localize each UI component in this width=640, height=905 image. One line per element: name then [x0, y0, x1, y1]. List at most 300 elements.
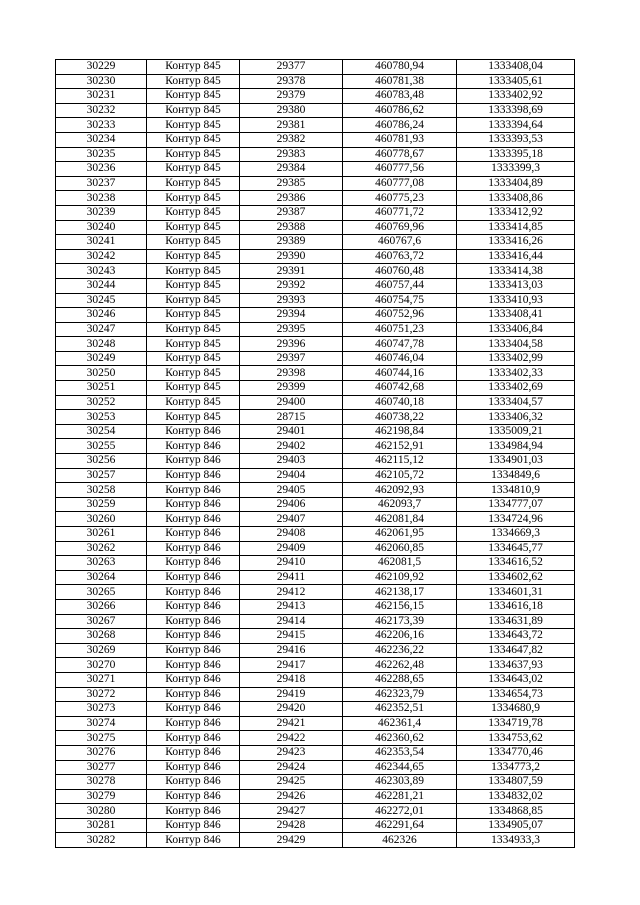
table-row [56, 410, 575, 425]
row-number-cell: 30229 [56, 60, 147, 75]
point-number-cell: 29391 [240, 264, 343, 279]
table-row [56, 775, 575, 790]
point-number-cell: 29382 [240, 132, 343, 147]
row-number-cell: 30264 [56, 570, 147, 585]
contour-name-cell: Контур 846 [147, 833, 240, 848]
table-row [56, 176, 575, 191]
row-number-cell: 30274 [56, 716, 147, 731]
table-row [56, 74, 575, 89]
contour-name-cell: Контур 846 [147, 658, 240, 673]
y-coordinate-cell: 1333398,69 [457, 103, 575, 118]
contour-name-cell: Контур 846 [147, 570, 240, 585]
table-row [56, 731, 575, 746]
y-coordinate-cell: 1334777,07 [457, 497, 575, 512]
row-number-cell: 30234 [56, 132, 147, 147]
y-coordinate-cell: 1333416,26 [457, 235, 575, 250]
row-number-cell: 30260 [56, 512, 147, 527]
row-number-cell: 30249 [56, 351, 147, 366]
contour-name-cell: Контур 846 [147, 745, 240, 760]
table-row [56, 424, 575, 439]
y-coordinate-cell: 1333416,44 [457, 249, 575, 264]
contour-name-cell: Контур 846 [147, 716, 240, 731]
y-coordinate-cell: 1334647,82 [457, 643, 575, 658]
table-row [56, 147, 575, 162]
x-coordinate-cell: 460777,56 [343, 162, 457, 177]
y-coordinate-cell: 1333413,03 [457, 278, 575, 293]
row-number-cell: 30251 [56, 381, 147, 396]
row-number-cell: 30248 [56, 337, 147, 352]
point-number-cell: 29381 [240, 118, 343, 133]
x-coordinate-cell: 462323,79 [343, 687, 457, 702]
contour-name-cell: Контур 845 [147, 103, 240, 118]
x-coordinate-cell: 462360,62 [343, 731, 457, 746]
y-coordinate-cell: 1334616,52 [457, 556, 575, 571]
contour-name-cell: Контур 845 [147, 60, 240, 75]
contour-name-cell: Контур 846 [147, 556, 240, 571]
document-page [55, 59, 574, 848]
table-row [56, 351, 575, 366]
point-number-cell: 29383 [240, 147, 343, 162]
point-number-cell: 29416 [240, 643, 343, 658]
row-number-cell: 30245 [56, 293, 147, 308]
y-coordinate-cell: 1333408,41 [457, 308, 575, 323]
contour-name-cell: Контур 845 [147, 118, 240, 133]
x-coordinate-cell: 460775,23 [343, 191, 457, 206]
y-coordinate-cell: 1333402,92 [457, 89, 575, 104]
point-number-cell: 29380 [240, 103, 343, 118]
row-number-cell: 30237 [56, 176, 147, 191]
table-row [56, 132, 575, 147]
x-coordinate-cell: 460757,44 [343, 278, 457, 293]
contour-name-cell: Контур 845 [147, 220, 240, 235]
table-row [56, 833, 575, 848]
contour-name-cell: Контур 845 [147, 308, 240, 323]
contour-name-cell: Контур 846 [147, 439, 240, 454]
x-coordinate-cell: 462303,89 [343, 775, 457, 790]
contour-name-cell: Контур 845 [147, 264, 240, 279]
row-number-cell: 30259 [56, 497, 147, 512]
y-coordinate-cell: 1333404,58 [457, 337, 575, 352]
point-number-cell: 29414 [240, 614, 343, 629]
row-number-cell: 30279 [56, 789, 147, 804]
y-coordinate-cell: 1334753,62 [457, 731, 575, 746]
row-number-cell: 30240 [56, 220, 147, 235]
row-number-cell: 30270 [56, 658, 147, 673]
contour-name-cell: Контур 846 [147, 818, 240, 833]
x-coordinate-cell: 462361,4 [343, 716, 457, 731]
x-coordinate-cell: 460777,08 [343, 176, 457, 191]
table-row [56, 672, 575, 687]
row-number-cell: 30263 [56, 556, 147, 571]
table-row [56, 468, 575, 483]
y-coordinate-cell: 1334680,9 [457, 702, 575, 717]
x-coordinate-cell: 462272,01 [343, 804, 457, 819]
contour-name-cell: Контур 846 [147, 672, 240, 687]
point-number-cell: 29400 [240, 395, 343, 410]
table-row [56, 614, 575, 629]
x-coordinate-cell: 460738,22 [343, 410, 457, 425]
x-coordinate-cell: 460781,38 [343, 74, 457, 89]
row-number-cell: 30233 [56, 118, 147, 133]
table-row [56, 804, 575, 819]
table-row [56, 643, 575, 658]
y-coordinate-cell: 1334637,93 [457, 658, 575, 673]
table-row [56, 366, 575, 381]
row-number-cell: 30267 [56, 614, 147, 629]
table-row [56, 220, 575, 235]
point-number-cell: 29425 [240, 775, 343, 790]
point-number-cell: 29392 [240, 278, 343, 293]
x-coordinate-cell: 462081,84 [343, 512, 457, 527]
x-coordinate-cell: 460780,94 [343, 60, 457, 75]
y-coordinate-cell: 1334669,3 [457, 527, 575, 542]
row-number-cell: 30272 [56, 687, 147, 702]
x-coordinate-cell: 460769,96 [343, 220, 457, 235]
table-row [56, 89, 575, 104]
row-number-cell: 30277 [56, 760, 147, 775]
point-number-cell: 29393 [240, 293, 343, 308]
row-number-cell: 30257 [56, 468, 147, 483]
table-row [56, 599, 575, 614]
point-number-cell: 29410 [240, 556, 343, 571]
y-coordinate-cell: 1334654,73 [457, 687, 575, 702]
contour-name-cell: Контур 845 [147, 74, 240, 89]
table-row [56, 789, 575, 804]
y-coordinate-cell: 1334631,89 [457, 614, 575, 629]
table-row [56, 541, 575, 556]
point-number-cell: 29389 [240, 235, 343, 250]
contour-name-cell: Контур 845 [147, 366, 240, 381]
x-coordinate-cell: 462288,65 [343, 672, 457, 687]
x-coordinate-cell: 460771,72 [343, 205, 457, 220]
contour-name-cell: Контур 846 [147, 585, 240, 600]
point-number-cell: 29408 [240, 527, 343, 542]
y-coordinate-cell: 1334905,07 [457, 818, 575, 833]
row-number-cell: 30231 [56, 89, 147, 104]
point-number-cell: 29420 [240, 702, 343, 717]
contour-name-cell: Контур 846 [147, 731, 240, 746]
y-coordinate-cell: 1333402,33 [457, 366, 575, 381]
x-coordinate-cell: 460763,72 [343, 249, 457, 264]
point-number-cell: 29394 [240, 308, 343, 323]
y-coordinate-cell: 1334807,59 [457, 775, 575, 790]
row-number-cell: 30238 [56, 191, 147, 206]
table-row [56, 527, 575, 542]
table-row [56, 381, 575, 396]
x-coordinate-cell: 460778,67 [343, 147, 457, 162]
contour-name-cell: Контур 845 [147, 191, 240, 206]
table-body [56, 60, 575, 848]
row-number-cell: 30255 [56, 439, 147, 454]
contour-name-cell: Контур 846 [147, 541, 240, 556]
coordinates-table [55, 59, 575, 848]
y-coordinate-cell: 1333412,92 [457, 205, 575, 220]
point-number-cell: 29419 [240, 687, 343, 702]
row-number-cell: 30258 [56, 483, 147, 498]
x-coordinate-cell: 462262,48 [343, 658, 457, 673]
row-number-cell: 30278 [56, 775, 147, 790]
x-coordinate-cell: 462115,12 [343, 454, 457, 469]
row-number-cell: 30241 [56, 235, 147, 250]
table-row [56, 293, 575, 308]
y-coordinate-cell: 1334810,9 [457, 483, 575, 498]
point-number-cell: 29399 [240, 381, 343, 396]
y-coordinate-cell: 1333406,32 [457, 410, 575, 425]
table-row [56, 205, 575, 220]
row-number-cell: 30268 [56, 629, 147, 644]
x-coordinate-cell: 462081,5 [343, 556, 457, 571]
contour-name-cell: Контур 846 [147, 789, 240, 804]
contour-name-cell: Контур 846 [147, 454, 240, 469]
table-row [56, 702, 575, 717]
y-coordinate-cell: 1333402,69 [457, 381, 575, 396]
table-row [56, 745, 575, 760]
x-coordinate-cell: 460746,04 [343, 351, 457, 366]
row-number-cell: 30230 [56, 74, 147, 89]
table-row [56, 716, 575, 731]
x-coordinate-cell: 460751,23 [343, 322, 457, 337]
point-number-cell: 29426 [240, 789, 343, 804]
table-row [56, 264, 575, 279]
contour-name-cell: Контур 846 [147, 760, 240, 775]
row-number-cell: 30256 [56, 454, 147, 469]
point-number-cell: 29403 [240, 454, 343, 469]
table-row [56, 687, 575, 702]
point-number-cell: 29401 [240, 424, 343, 439]
table-row [56, 322, 575, 337]
row-number-cell: 30250 [56, 366, 147, 381]
row-number-cell: 30246 [56, 308, 147, 323]
x-coordinate-cell: 462109,92 [343, 570, 457, 585]
table-row [56, 512, 575, 527]
x-coordinate-cell: 460760,48 [343, 264, 457, 279]
table-row [56, 191, 575, 206]
point-number-cell: 28715 [240, 410, 343, 425]
y-coordinate-cell: 1335009,21 [457, 424, 575, 439]
contour-name-cell: Контур 846 [147, 804, 240, 819]
row-number-cell: 30280 [56, 804, 147, 819]
x-coordinate-cell: 460783,48 [343, 89, 457, 104]
point-number-cell: 29385 [240, 176, 343, 191]
row-number-cell: 30239 [56, 205, 147, 220]
table-row [56, 162, 575, 177]
x-coordinate-cell: 460767,6 [343, 235, 457, 250]
x-coordinate-cell: 460747,78 [343, 337, 457, 352]
x-coordinate-cell: 462198,84 [343, 424, 457, 439]
x-coordinate-cell: 462092,93 [343, 483, 457, 498]
point-number-cell: 29390 [240, 249, 343, 264]
table-row [56, 760, 575, 775]
table-row [56, 629, 575, 644]
row-number-cell: 30232 [56, 103, 147, 118]
y-coordinate-cell: 1334901,03 [457, 454, 575, 469]
row-number-cell: 30254 [56, 424, 147, 439]
point-number-cell: 29423 [240, 745, 343, 760]
point-number-cell: 29428 [240, 818, 343, 833]
x-coordinate-cell: 460754,75 [343, 293, 457, 308]
row-number-cell: 30236 [56, 162, 147, 177]
point-number-cell: 29415 [240, 629, 343, 644]
point-number-cell: 29379 [240, 89, 343, 104]
y-coordinate-cell: 1334616,18 [457, 599, 575, 614]
x-coordinate-cell: 462236,22 [343, 643, 457, 658]
y-coordinate-cell: 1333395,18 [457, 147, 575, 162]
contour-name-cell: Контур 845 [147, 395, 240, 410]
x-coordinate-cell: 462156,15 [343, 599, 457, 614]
point-number-cell: 29384 [240, 162, 343, 177]
row-number-cell: 30261 [56, 527, 147, 542]
table-row [56, 483, 575, 498]
row-number-cell: 30262 [56, 541, 147, 556]
x-coordinate-cell: 462352,51 [343, 702, 457, 717]
point-number-cell: 29386 [240, 191, 343, 206]
point-number-cell: 29427 [240, 804, 343, 819]
contour-name-cell: Контур 846 [147, 687, 240, 702]
x-coordinate-cell: 462353,54 [343, 745, 457, 760]
contour-name-cell: Контур 846 [147, 424, 240, 439]
y-coordinate-cell: 1333414,85 [457, 220, 575, 235]
y-coordinate-cell: 1334849,6 [457, 468, 575, 483]
y-coordinate-cell: 1333408,04 [457, 60, 575, 75]
y-coordinate-cell: 1333404,57 [457, 395, 575, 410]
point-number-cell: 29411 [240, 570, 343, 585]
x-coordinate-cell: 460786,62 [343, 103, 457, 118]
table-row [56, 818, 575, 833]
point-number-cell: 29388 [240, 220, 343, 235]
y-coordinate-cell: 1334645,77 [457, 541, 575, 556]
row-number-cell: 30271 [56, 672, 147, 687]
row-number-cell: 30252 [56, 395, 147, 410]
row-number-cell: 30273 [56, 702, 147, 717]
table-row [56, 60, 575, 75]
table-row [56, 454, 575, 469]
contour-name-cell: Контур 845 [147, 351, 240, 366]
table-row [56, 439, 575, 454]
contour-name-cell: Контур 845 [147, 89, 240, 104]
contour-name-cell: Контур 846 [147, 527, 240, 542]
contour-name-cell: Контур 846 [147, 643, 240, 658]
contour-name-cell: Контур 845 [147, 410, 240, 425]
table-row [56, 337, 575, 352]
x-coordinate-cell: 462291,64 [343, 818, 457, 833]
y-coordinate-cell: 1333410,93 [457, 293, 575, 308]
table-row [56, 585, 575, 600]
x-coordinate-cell: 462061,95 [343, 527, 457, 542]
y-coordinate-cell: 1334868,85 [457, 804, 575, 819]
y-coordinate-cell: 1333406,84 [457, 322, 575, 337]
y-coordinate-cell: 1334773,2 [457, 760, 575, 775]
table-row [56, 395, 575, 410]
x-coordinate-cell: 460742,68 [343, 381, 457, 396]
point-number-cell: 29395 [240, 322, 343, 337]
point-number-cell: 29406 [240, 497, 343, 512]
y-coordinate-cell: 1334832,02 [457, 789, 575, 804]
y-coordinate-cell: 1333399,3 [457, 162, 575, 177]
point-number-cell: 29378 [240, 74, 343, 89]
contour-name-cell: Контур 845 [147, 278, 240, 293]
y-coordinate-cell: 1333404,89 [457, 176, 575, 191]
point-number-cell: 29422 [240, 731, 343, 746]
x-coordinate-cell: 460740,18 [343, 395, 457, 410]
y-coordinate-cell: 1334601,31 [457, 585, 575, 600]
x-coordinate-cell: 462281,21 [343, 789, 457, 804]
row-number-cell: 30265 [56, 585, 147, 600]
contour-name-cell: Контур 846 [147, 483, 240, 498]
x-coordinate-cell: 462105,72 [343, 468, 457, 483]
point-number-cell: 29404 [240, 468, 343, 483]
point-number-cell: 29397 [240, 351, 343, 366]
y-coordinate-cell: 1333393,53 [457, 132, 575, 147]
y-coordinate-cell: 1333408,86 [457, 191, 575, 206]
x-coordinate-cell: 460781,93 [343, 132, 457, 147]
contour-name-cell: Контур 845 [147, 162, 240, 177]
y-coordinate-cell: 1333414,38 [457, 264, 575, 279]
x-coordinate-cell: 462093,7 [343, 497, 457, 512]
contour-name-cell: Контур 845 [147, 293, 240, 308]
y-coordinate-cell: 1334933,3 [457, 833, 575, 848]
point-number-cell: 29421 [240, 716, 343, 731]
point-number-cell: 29398 [240, 366, 343, 381]
x-coordinate-cell: 462138,17 [343, 585, 457, 600]
row-number-cell: 30275 [56, 731, 147, 746]
contour-name-cell: Контур 845 [147, 235, 240, 250]
y-coordinate-cell: 1334719,78 [457, 716, 575, 731]
contour-name-cell: Контур 845 [147, 205, 240, 220]
contour-name-cell: Контур 846 [147, 775, 240, 790]
x-coordinate-cell: 462060,85 [343, 541, 457, 556]
x-coordinate-cell: 460786,24 [343, 118, 457, 133]
table-row [56, 278, 575, 293]
row-number-cell: 30242 [56, 249, 147, 264]
x-coordinate-cell: 460752,96 [343, 308, 457, 323]
row-number-cell: 30244 [56, 278, 147, 293]
y-coordinate-cell: 1334643,72 [457, 629, 575, 644]
contour-name-cell: Контур 845 [147, 147, 240, 162]
x-coordinate-cell: 462206,16 [343, 629, 457, 644]
x-coordinate-cell: 462173,39 [343, 614, 457, 629]
contour-name-cell: Контур 845 [147, 176, 240, 191]
row-number-cell: 30235 [56, 147, 147, 162]
point-number-cell: 29387 [240, 205, 343, 220]
row-number-cell: 30243 [56, 264, 147, 279]
point-number-cell: 29377 [240, 60, 343, 75]
table-row [56, 658, 575, 673]
table-row [56, 118, 575, 133]
point-number-cell: 29417 [240, 658, 343, 673]
y-coordinate-cell: 1333405,61 [457, 74, 575, 89]
row-number-cell: 30247 [56, 322, 147, 337]
contour-name-cell: Контур 846 [147, 702, 240, 717]
row-number-cell: 30253 [56, 410, 147, 425]
contour-name-cell: Контур 846 [147, 512, 240, 527]
point-number-cell: 29413 [240, 599, 343, 614]
point-number-cell: 29418 [240, 672, 343, 687]
point-number-cell: 29402 [240, 439, 343, 454]
y-coordinate-cell: 1333402,99 [457, 351, 575, 366]
point-number-cell: 29409 [240, 541, 343, 556]
point-number-cell: 29405 [240, 483, 343, 498]
row-number-cell: 30266 [56, 599, 147, 614]
y-coordinate-cell: 1334984,94 [457, 439, 575, 454]
point-number-cell: 29429 [240, 833, 343, 848]
table-row [56, 235, 575, 250]
contour-name-cell: Контур 845 [147, 381, 240, 396]
contour-name-cell: Контур 845 [147, 132, 240, 147]
y-coordinate-cell: 1334724,96 [457, 512, 575, 527]
point-number-cell: 29396 [240, 337, 343, 352]
row-number-cell: 30281 [56, 818, 147, 833]
contour-name-cell: Контур 846 [147, 497, 240, 512]
